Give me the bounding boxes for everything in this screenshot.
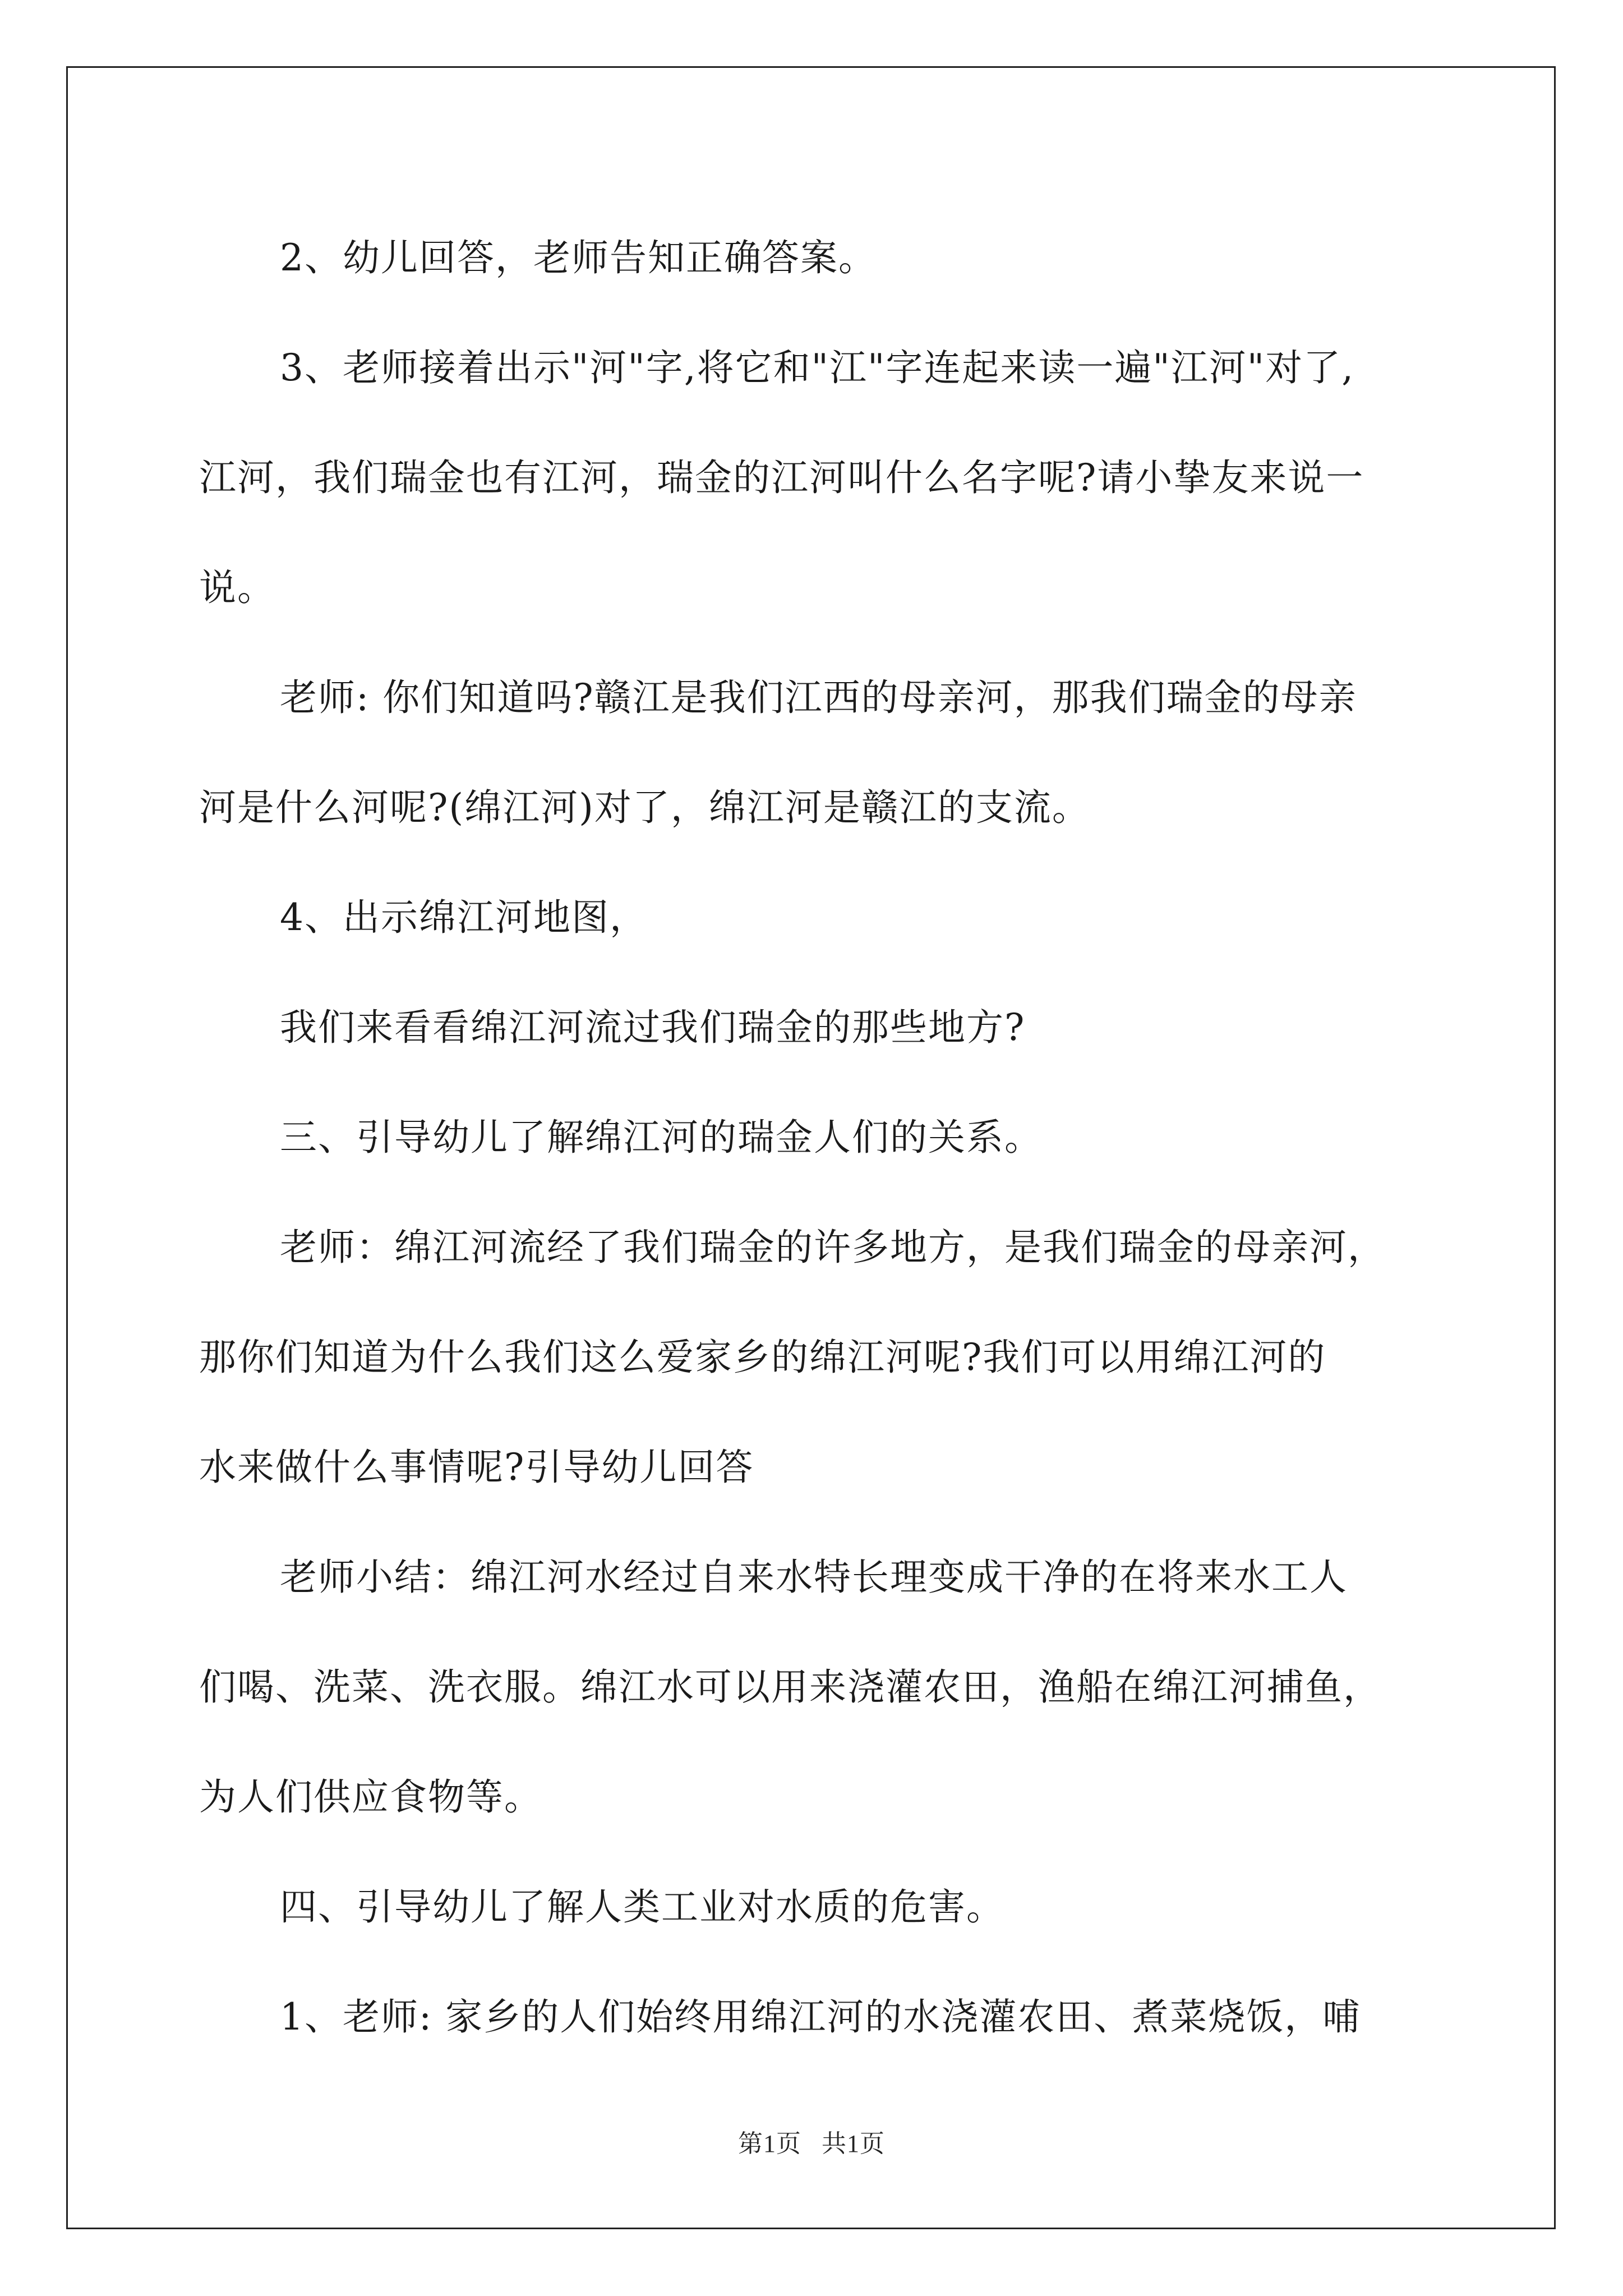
paragraph-line: 我们来看看绵江河流过我们瑞金的那些地方? — [280, 1006, 1026, 1049]
paragraph-line: 说。 — [199, 566, 275, 609]
paragraph-line: 为人们供应食物等。 — [199, 1775, 542, 1819]
paragraph-line: 2、幼儿回答，老师告知正确答案。 — [280, 236, 877, 279]
paragraph-line: 那你们知道为什么我们这么爱家乡的绵江河呢?我们可以用绵江河的 — [199, 1336, 1326, 1379]
paragraph-line: 江河，我们瑞金也有江河，瑞金的江河叫什么名字呢?请小挚友来说一 — [199, 456, 1364, 499]
page-footer — [0, 2123, 1623, 2159]
paragraph-line: 3、老师接着出示"河"字,将它和"江"字连起来读一遍"江河"对了, — [280, 346, 1355, 389]
paragraph-line: 老师: 你们知道吗?赣江是我们江西的母亲河，那我们瑞金的母亲 — [280, 676, 1357, 719]
paragraph-line: 三、引导幼儿了解绵江河的瑞金人们的关系。 — [280, 1116, 1043, 1159]
paragraph-line: 1、老师: 家乡的人们始终用绵江河的水浇灌农田、煮菜烧饭，哺 — [280, 1995, 1361, 2039]
paragraph-line: 四、引导幼儿了解人类工业对水质的危害。 — [280, 1885, 1004, 1929]
paragraph-line: 们喝、洗菜、洗衣服。绵江水可以用来浇灌农田，渔船在绵江河捕鱼， — [199, 1665, 1381, 1709]
paragraph-line: 河是什么河呢?(绵江河)对了，绵江河是赣江的支流。 — [199, 786, 1090, 829]
page-number: 第1页 — [738, 2130, 801, 2157]
paragraph-line: 老师小结：绵江河水经过自来水特长理变成干净的在将来水工人 — [280, 1556, 1348, 1599]
paragraph-line: 老师：绵江河流经了我们瑞金的许多地方，是我们瑞金的母亲河， — [280, 1226, 1386, 1269]
paragraph-line: 水来做什么事情呢?引导幼儿回答 — [199, 1446, 754, 1489]
paragraph-line: 4、出示绵江河地图， — [280, 896, 648, 939]
page-total: 共1页 — [822, 2130, 885, 2157]
document-body — [199, 203, 1433, 2072]
